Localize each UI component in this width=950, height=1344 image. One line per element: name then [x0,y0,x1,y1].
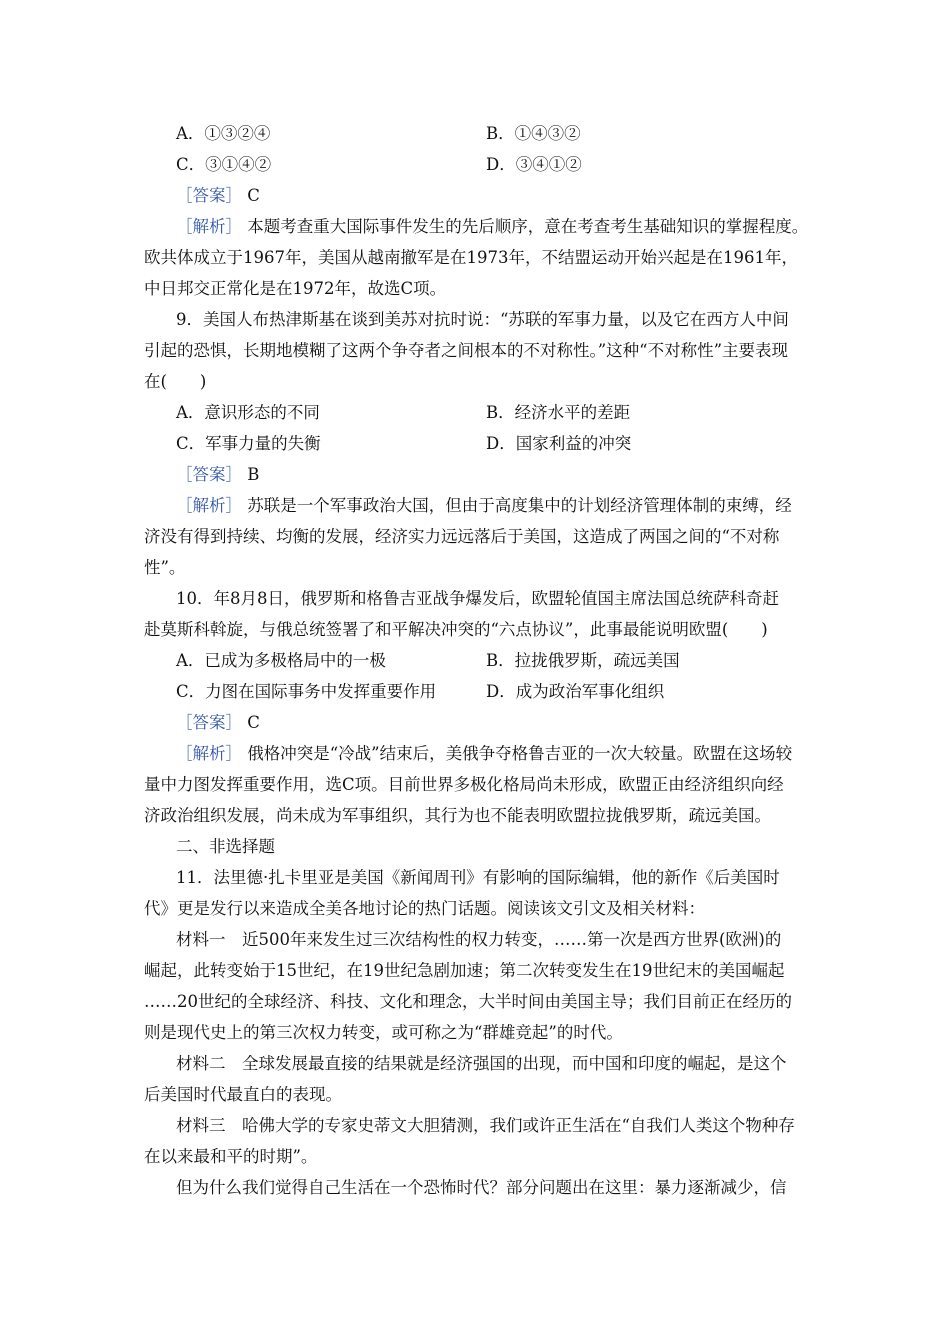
q10-option-c: C．力图在国际事务中发挥重要作用 [176,682,437,701]
q10-analysis-line-3: 济政治组织发展，尚未成为军事组织，其行为也不能表明欧盟拉拢俄罗斯，疏远美国。 [144,806,771,825]
material2-line-2: 后美国时代最直白的表现。 [144,1085,342,1104]
q10-stem-line-1: 10．年8月8日，俄罗斯和格鲁吉亚战争爆发后，欧盟轮值国主席法国总统萨科奇赶 [176,589,779,608]
q10-analysis-text: 俄格冲突是“冷战”结束后，美俄争夺格鲁吉亚的一次大较量。欧盟在这场较 [247,744,793,763]
q9-stem-line-2: 引起的恐惧，长期地模糊了这两个争夺者之间根本的不对称性。”这种“不对称性”主要表现 [144,341,789,360]
q9-stem-line-1: 9．美国人布热津斯基在谈到美苏对抗时说：“苏联的军事力量，以及它在西方人中间 [176,310,789,329]
section-heading: 二、非选择题 [176,837,275,856]
q9-option-a: A．意识形态的不同 [176,403,320,422]
analysis-tag: ［解析］ [176,496,242,515]
material2-line-1: 材料二 全球发展最直接的结果就是经济强国的出现，而中国和印度的崛起，是这个 [176,1054,787,1073]
q10-options-row-2 [144,676,808,707]
q8-option-d: D．③④①② [486,155,582,174]
q8-options-row-1 [144,118,808,149]
q8-option-a: A．①③②④ [176,124,271,143]
q8-answer-value: C [247,186,260,205]
q10-answer [144,707,808,738]
material1-line-4: 则是现代史上的第三次权力转变，或可称之为“群雄竞起”的时代。 [144,1023,623,1042]
q9-analysis-text: 苏联是一个军事政治大国，但由于高度集中的计划经济管理体制的束缚，经 [247,496,792,515]
q9-option-b: B．经济水平的差距 [486,403,631,422]
q8-options-row-2 [144,149,808,180]
q9-analysis-line-2: 济没有得到持续、均衡的发展，经济实力远远落后于美国，这造成了两国之间的“不对称 [144,527,780,546]
q10-option-b: B．拉拢俄罗斯，疏远美国 [486,651,680,670]
q9-analysis-line-1 [144,490,808,521]
q9-option-d: D．国家利益的冲突 [486,434,632,453]
q8-analysis-line-3: 中日邦交正常化是在1972年，故选C项。 [144,279,447,298]
material1-line-1: 材料一 近500年来发生过三次结构性的权力转变，……第一次是西方世界(欧洲)的 [176,930,782,949]
q9-option-c: C．军事力量的失衡 [176,434,321,453]
q11-stem-line-2: 代》更是发行以来造成全美各地讨论的热门话题。阅读该文引文及相关材料： [144,899,705,918]
q10-answer-value: C [247,713,260,732]
document-page [144,118,808,1203]
material1-line-2: 崛起，此转变始于15世纪，在19世纪急剧加速；第二次转变发生在19世纪末的美国崛起 [144,961,785,980]
answer-tag: ［答案］ [176,465,242,484]
material3-line-2: 在以来最和平的时期”。 [144,1147,318,1166]
q9-options-row-1 [144,397,808,428]
q10-option-a: A．已成为多极格局中的一极 [176,651,386,670]
q8-analysis-text: 本题考查重大国际事件发生的先后顺序，意在考查考生基础知识的掌握程度。 [247,217,809,236]
q8-answer [144,180,808,211]
q9-stem-line-3: 在( ) [144,372,207,391]
q9-analysis-line-3: 性”。 [144,558,186,577]
q9-answer [144,459,808,490]
q11-stem-line-1: 11．法里德·扎卡里亚是美国《新闻周刊》有影响的国际编辑，他的新作《后美国时 [176,868,780,887]
q8-analysis-line-1 [144,211,808,242]
q10-analysis-line-2: 量中力图发挥重要作用，选C项。目前世界多极化格局尚未形成，欧盟正由经济组织向经 [144,775,784,794]
q9-options-row-2 [144,428,808,459]
q8-analysis-line-2: 欧共体成立于1967年，美国从越南撤军是在1973年，不结盟运动开始兴起是在1961年， [144,248,798,267]
q10-analysis-line-1 [144,738,808,769]
analysis-tag: ［解析］ [176,217,242,236]
q10-option-d: D．成为政治军事化组织 [486,682,665,701]
answer-tag: ［答案］ [176,186,242,205]
closing-line: 但为什么我们觉得自己生活在一个恐怖时代？部分问题出在这里：暴力逐渐减少，信 [176,1178,787,1197]
material1-line-3: ……20世纪的全球经济、科技、文化和理念，大半时间由美国主导；我们目前正在经历的 [144,992,792,1011]
material3-line-1: 材料三 哈佛大学的专家史蒂文大胆猜测，我们或许正生活在“自我们人类这个物种存 [176,1116,795,1135]
q8-option-c: C．③①④② [176,155,272,174]
analysis-tag: ［解析］ [176,744,242,763]
q9-answer-value: B [247,465,260,484]
q8-option-b: B．①④③② [486,124,581,143]
q10-options-row-1 [144,645,808,676]
q10-stem-line-2: 赴莫斯科斡旋，与俄总统签署了和平解决冲突的“六点协议”，此事最能说明欧盟( ) [144,620,768,639]
answer-tag: ［答案］ [176,713,242,732]
